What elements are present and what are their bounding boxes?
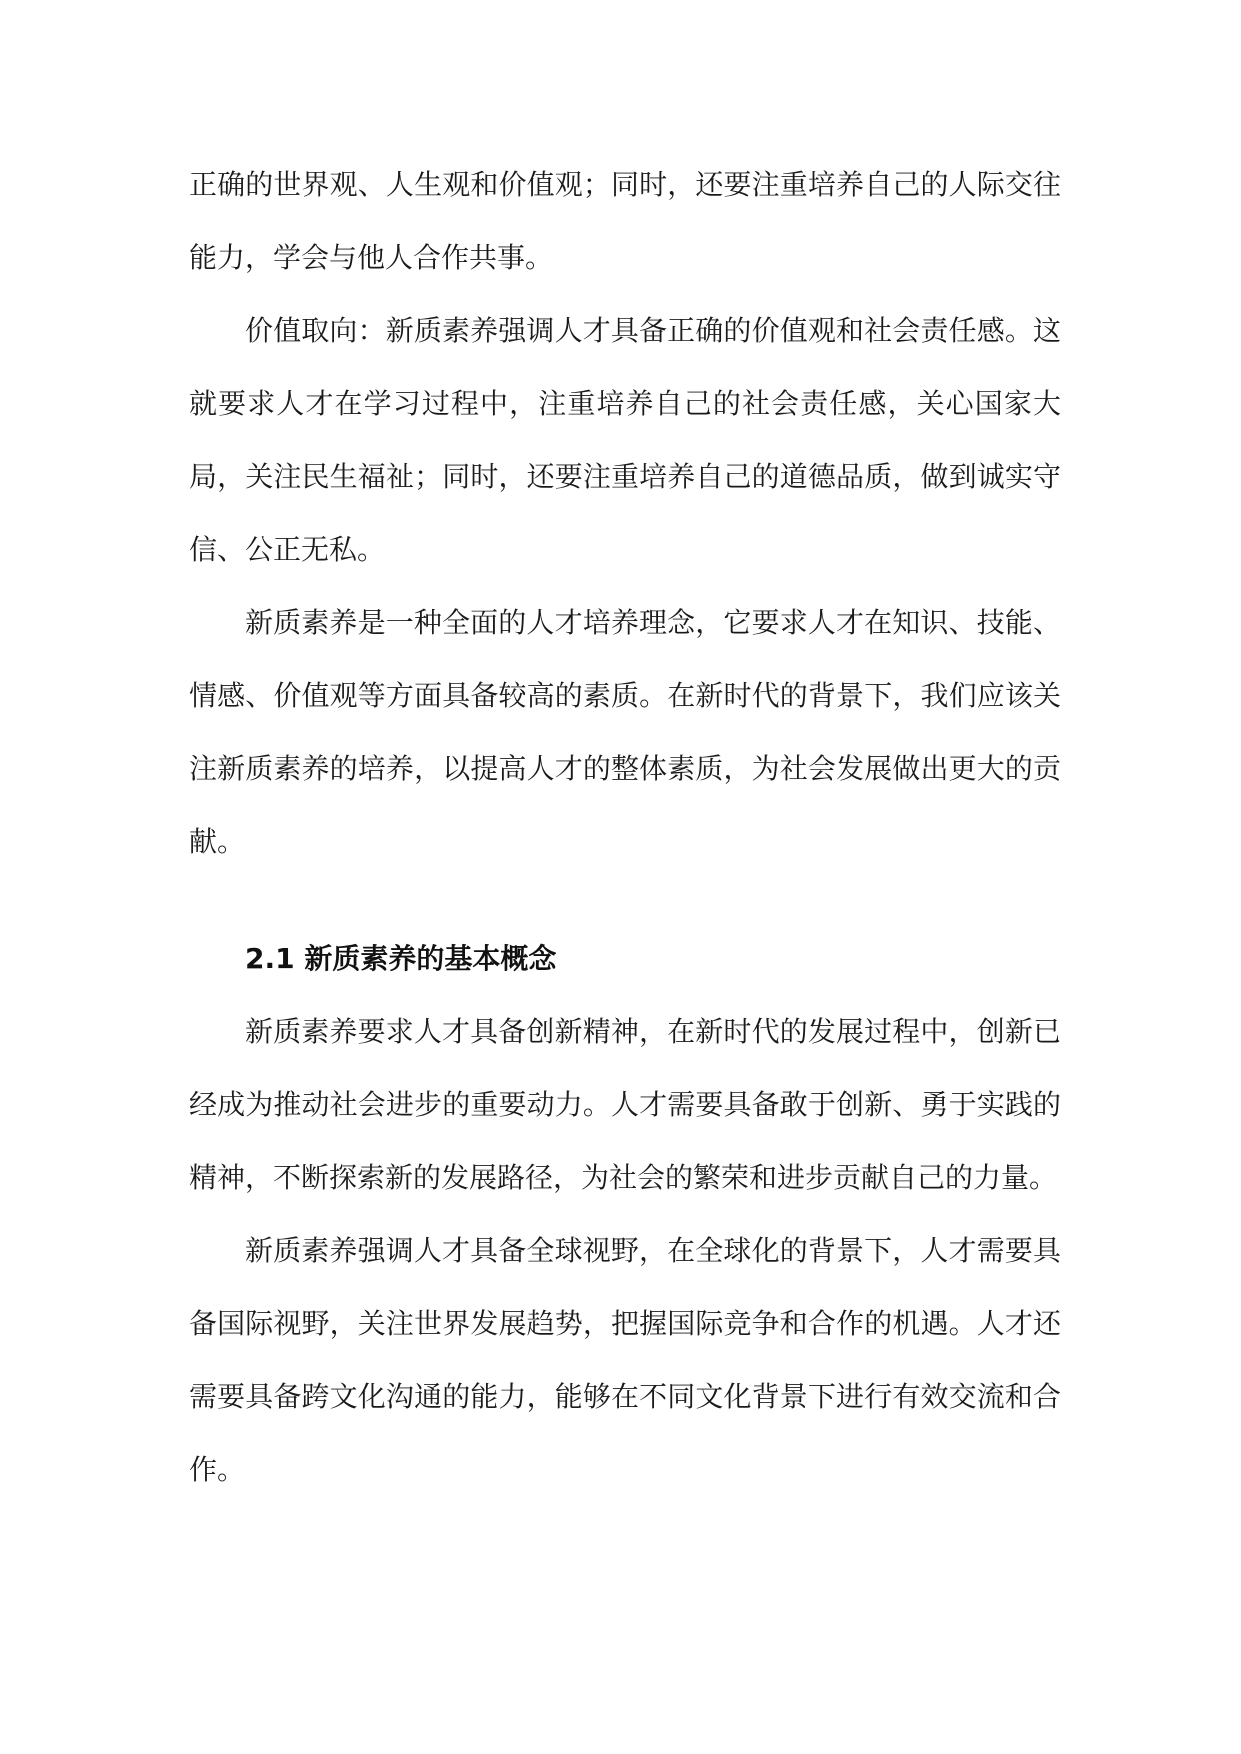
document-body <box>189 148 1061 1506</box>
paragraph-value-orientation: 价值取向：新质素养强调人才具备正确的价值观和社会责任感。这就要求人才在学习过程中，注重培养自己的社会责任感，关心国家大局，关注民生福祉；同时，还要注重培养自己的道德品质，做到诚实守信、公正无私。 <box>189 314 1061 566</box>
section-heading: 2.1 新质素养的基本概念 <box>245 942 557 975</box>
paragraph-summary: 新质素养是一种全面的人才培养理念，它要求人才在知识、技能、情感、价值观等方面具备较高的素质。在新时代的背景下，我们应该关注新质素养的培养，以提高人才的整体素质，为社会发展做出更大的贡献。 <box>189 606 1061 858</box>
paragraph-innovation: 新质素养要求人才具备创新精神，在新时代的发展过程中，创新已经成为推动社会进步的重要动力。人才需要具备敢于创新、勇于实践的精神，不断探索新的发展路径，为社会的繁荣和进步贡献自己的力量。 <box>189 1015 1061 1194</box>
section-spacer <box>189 878 1061 922</box>
paragraph-continued: 正确的世界观、人生观和价值观；同时，还要注重培养自己的人际交往能力，学会与他人合作共事。 <box>189 168 1061 274</box>
paragraph-global-vision: 新质素养强调人才具备全球视野，在全球化的背景下，人才需要具备国际视野，关注世界发展趋势，把握国际竞争和合作的机遇。人才还需要具备跨文化沟通的能力，能够在不同文化背景下进行有效交流和合作。 <box>189 1234 1061 1486</box>
